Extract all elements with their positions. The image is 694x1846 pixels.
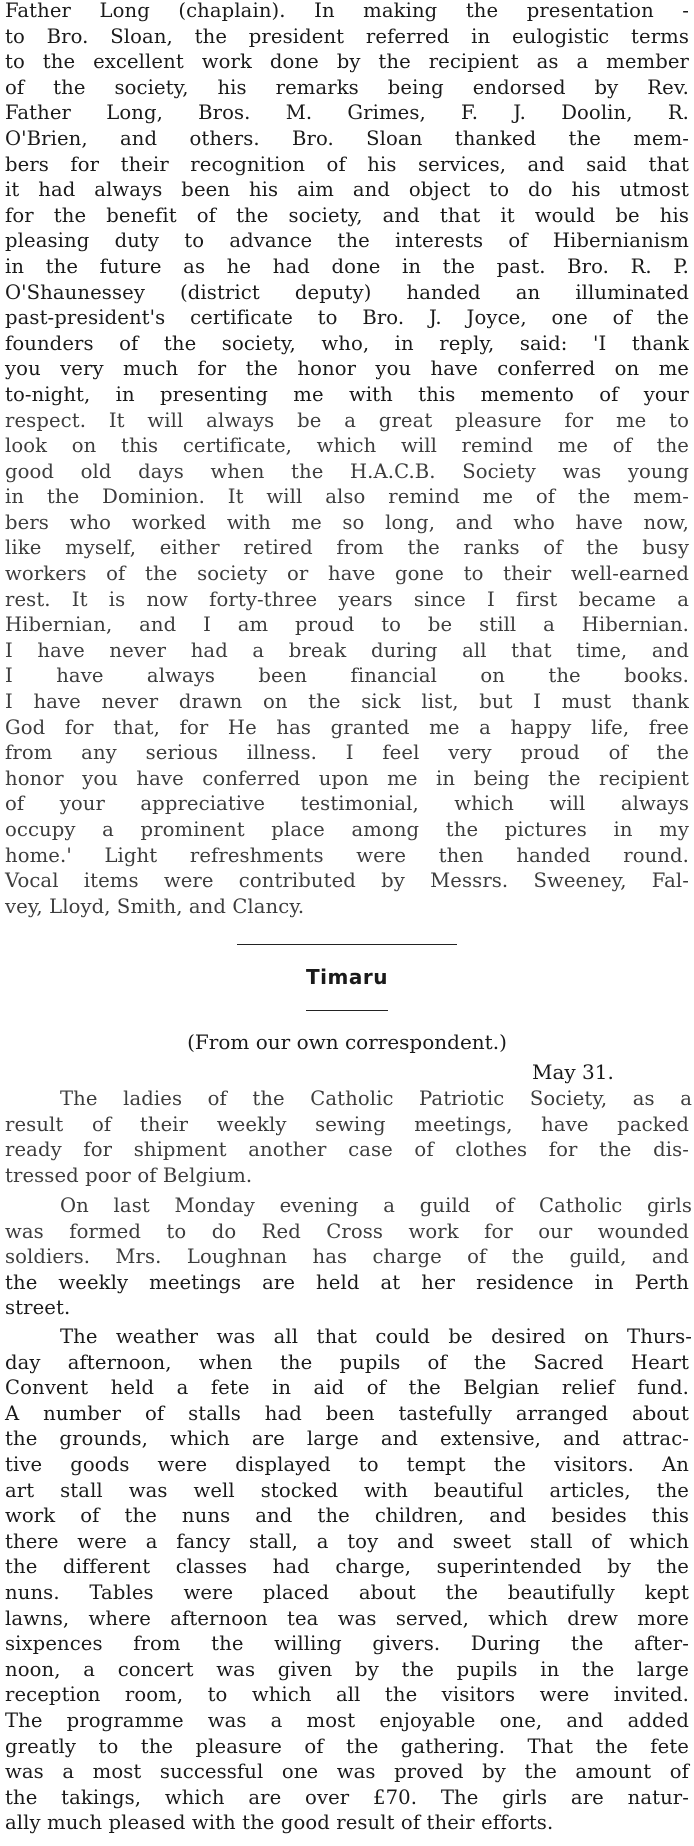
text-line: O'Shaunessey (district deputy) handed an illuminated	[5, 280, 689, 304]
text-line: I have never drawn on the sick list, but I must thank	[5, 690, 689, 714]
text-line: from any serious illness. I feel very proud of the	[5, 741, 689, 765]
text-line: good old days when the H.A.C.B. Society was young	[5, 459, 689, 483]
text-line: Father Long, Bros. M. Grimes, F. J. Doolin, R.	[5, 101, 689, 125]
text-line: look on this certificate, which will remind me of the	[5, 434, 689, 458]
text-line: of your appreciative testimonial, which will always	[5, 792, 689, 816]
text-line: rest. It is now forty-three years since I first became a	[5, 587, 689, 611]
text-line: Convent held a fete in aid of the Belgian relief fund.	[5, 1376, 689, 1400]
text-line: soldiers. Mrs. Loughnan has charge of the guild, and	[5, 1245, 689, 1269]
section-divider	[237, 944, 457, 945]
text-line: you very much for the honor you have conferred on me	[5, 357, 689, 381]
text-line: to the excellent work done by the recipient as a member	[5, 50, 689, 74]
text-line: ally much pleased with the good result of their efforts.	[5, 1811, 554, 1835]
text-line: The programme was a most enjoyable one, and added	[5, 1708, 689, 1732]
text-line: greatly to the pleasure of the gathering. That the fete	[5, 1734, 689, 1758]
text-line: home.' Light refreshments were then handed round.	[5, 843, 689, 867]
text-line: in the future as he had done in the past. Bro. R. P.	[5, 254, 689, 278]
text-line: Father Long (chaplain). In making the presentation -	[5, 0, 689, 22]
text-line: for the benefit of the society, and that it would be his	[5, 203, 689, 227]
text-line: vey, Lloyd, Smith, and Clancy.	[5, 894, 305, 918]
text-line: the weekly meetings are held at her residence in Perth	[5, 1270, 689, 1294]
text-line: respect. It will always be a great pleasure for me to	[5, 408, 689, 432]
text-line: bers for their recognition of his services, and said that	[5, 152, 689, 176]
text-line: bers who worked with me so long, and who have now,	[5, 510, 689, 534]
text-line: past-president's certificate to Bro. J. Joyce, one of the	[5, 306, 689, 330]
text-line: the grounds, which are large and extensive, and attrac-	[5, 1427, 689, 1451]
text-line: ready for shipment another case of clothes for the dis-	[5, 1138, 689, 1162]
text-line: pleasing duty to advance the interests of Hibernianism	[5, 229, 689, 253]
paragraph-red-cross-guild	[5, 1193, 692, 1321]
text-line: to-night, in presenting me with this memento of your	[5, 382, 689, 406]
text-line: day afternoon, when the pupils of the Sacred Heart	[5, 1350, 689, 1374]
text-line: occupy a prominent place among the pictures in my	[5, 818, 689, 841]
text-line: noon, a concert was given by the pupils in the large	[5, 1657, 689, 1681]
paragraph-convent-fete	[5, 1324, 692, 1836]
text-line: in the Dominion. It will also remind me of the mem-	[5, 485, 689, 509]
text-line: reception room, to which all the visitors were invited.	[5, 1683, 689, 1707]
text-line: lawns, where afternoon tea was served, which drew more	[5, 1606, 689, 1630]
text-line: the different classes had charge, superintended by the	[5, 1555, 689, 1579]
text-line: A number of stalls had been tastefully arranged about	[5, 1401, 689, 1425]
text-line: was formed to do Red Cross work for our wounded	[5, 1219, 689, 1243]
paragraph-patriotic-society	[5, 1086, 692, 1188]
text-line: founders of the society, who, in reply, said: 'I thank	[5, 331, 689, 355]
text-line: The weather was all that could be desired on Thurs-	[60, 1325, 692, 1348]
text-line: nuns. Tables were placed about the beautifully kept	[5, 1580, 689, 1604]
article-continuation	[5, 0, 694, 919]
text-line: work of the nuns and the children, and besides this	[5, 1504, 689, 1528]
section-heading: Timaru	[306, 965, 388, 989]
text-line: there were a fancy stall, a toy and sweet stall of which	[5, 1529, 689, 1553]
text-line: workers of the society or have gone to their well-earned	[5, 562, 689, 586]
text-line: result of their weekly sewing meetings, have packed	[5, 1112, 689, 1136]
text-line: I have never had a break during all that time, and	[5, 638, 689, 662]
text-line: it had always been his aim and object to do his utmost	[5, 178, 689, 202]
text-line: the takings, which are over £70. The girls are natur-	[5, 1785, 689, 1809]
text-line: of the society, his remarks being endorsed by Rev.	[5, 75, 689, 99]
text-line: I have always been financial on the books.	[5, 664, 689, 688]
text-line: tressed poor of Belgium.	[5, 1163, 253, 1187]
text-line: Hibernian, and I am proud to be still a Hibernian.	[5, 613, 689, 637]
text-line: was a most successful one was proved by the amount of	[5, 1760, 689, 1784]
text-line: to Bro. Sloan, the president referred in eulogistic terms	[5, 24, 689, 48]
dateline: May 31.	[532, 1060, 614, 1084]
text-line: like myself, either retired from the ranks of the busy	[5, 536, 689, 560]
heading-underline	[306, 1010, 388, 1011]
text-line: The ladies of the Catholic Patriotic Society, as a	[60, 1087, 692, 1110]
text-line: God for that, for He has granted me a happy life, free	[5, 715, 689, 739]
correspondent-byline: (From our own correspondent.)	[187, 1030, 507, 1054]
text-line: O'Brien, and others. Bro. Sloan thanked the mem-	[5, 126, 689, 150]
text-line: tive goods were displayed to tempt the visitors. An	[5, 1452, 689, 1476]
text-line: art stall was well stocked with beautiful articles, the	[5, 1478, 689, 1502]
text-line: Vocal items were contributed by Messrs. Sweeney, Fal-	[5, 869, 689, 893]
text-line: street.	[5, 1296, 71, 1320]
text-line: sixpences from the willing givers. During the after-	[5, 1632, 689, 1656]
text-line: On last Monday evening a guild of Catholic girls	[60, 1194, 692, 1217]
text-line: honor you have conferred upon me in being the recipient	[5, 766, 689, 790]
